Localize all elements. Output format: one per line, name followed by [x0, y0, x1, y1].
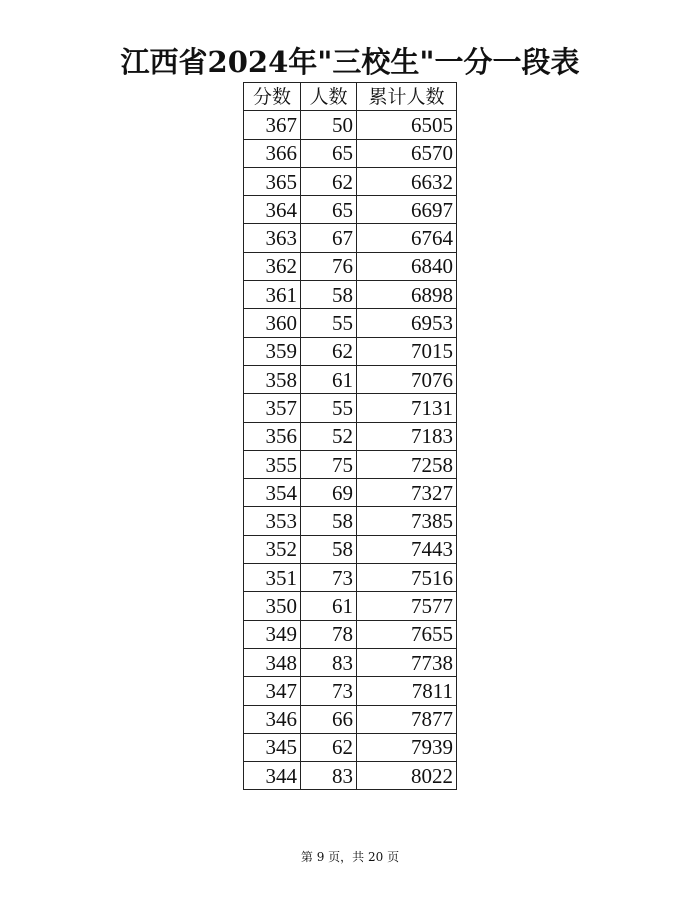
cell-count: 73 [301, 677, 357, 705]
cell-cumulative: 7327 [357, 479, 457, 507]
table-row [244, 111, 457, 139]
cell-score: 350 [244, 592, 301, 620]
cell-score: 360 [244, 309, 301, 337]
cell-score: 354 [244, 479, 301, 507]
table-row [244, 167, 457, 195]
table-row [244, 535, 457, 563]
table-row [244, 677, 457, 705]
cell-cumulative: 6632 [357, 167, 457, 195]
cell-cumulative: 6898 [357, 281, 457, 309]
cell-count: 78 [301, 620, 357, 648]
cell-cumulative: 7738 [357, 648, 457, 676]
cell-count: 69 [301, 479, 357, 507]
table-row [244, 733, 457, 761]
table-row [244, 422, 457, 450]
header-score: 分数 [244, 83, 301, 111]
table-row [244, 309, 457, 337]
cell-cumulative: 7811 [357, 677, 457, 705]
cell-cumulative: 6505 [357, 111, 457, 139]
cell-cumulative: 7258 [357, 450, 457, 478]
table-row [244, 507, 457, 535]
cell-count: 55 [301, 394, 357, 422]
cell-score: 363 [244, 224, 301, 252]
cell-score: 348 [244, 648, 301, 676]
cell-cumulative: 7877 [357, 705, 457, 733]
cell-cumulative: 6953 [357, 309, 457, 337]
cell-count: 73 [301, 564, 357, 592]
cell-score: 359 [244, 337, 301, 365]
cell-count: 62 [301, 167, 357, 195]
cell-count: 55 [301, 309, 357, 337]
cell-score: 352 [244, 535, 301, 563]
cell-score: 344 [244, 762, 301, 790]
cell-count: 83 [301, 648, 357, 676]
table-row [244, 450, 457, 478]
cell-cumulative: 7076 [357, 365, 457, 393]
table-row [244, 394, 457, 422]
cell-count: 61 [301, 592, 357, 620]
page-footer: 第 9 页，共 20 页 [300, 850, 400, 864]
table-header-row [244, 83, 457, 111]
cell-score: 355 [244, 450, 301, 478]
cell-cumulative: 7939 [357, 733, 457, 761]
cell-count: 58 [301, 281, 357, 309]
header-count: 人数 [301, 83, 357, 111]
cell-score: 351 [244, 564, 301, 592]
cell-count: 62 [301, 337, 357, 365]
cell-count: 76 [301, 252, 357, 280]
cell-count: 61 [301, 365, 357, 393]
cell-cumulative: 6570 [357, 139, 457, 167]
cell-count: 83 [301, 762, 357, 790]
cell-score: 362 [244, 252, 301, 280]
cell-count: 50 [301, 111, 357, 139]
cell-score: 365 [244, 167, 301, 195]
table-row [244, 762, 457, 790]
cell-score: 346 [244, 705, 301, 733]
cell-score: 366 [244, 139, 301, 167]
table-row [244, 196, 457, 224]
table-row [244, 365, 457, 393]
table-row [244, 479, 457, 507]
table-row [244, 337, 457, 365]
table-row [244, 252, 457, 280]
table-row [244, 281, 457, 309]
cell-count: 62 [301, 733, 357, 761]
cell-score: 367 [244, 111, 301, 139]
page-title: 江西省2024年"三校生"一分一段表 [120, 45, 580, 79]
cell-score: 353 [244, 507, 301, 535]
cell-count: 75 [301, 450, 357, 478]
header-cumulative: 累计人数 [357, 83, 457, 111]
cell-cumulative: 7015 [357, 337, 457, 365]
cell-cumulative: 7183 [357, 422, 457, 450]
cell-score: 356 [244, 422, 301, 450]
cell-count: 67 [301, 224, 357, 252]
cell-cumulative: 6764 [357, 224, 457, 252]
cell-score: 347 [244, 677, 301, 705]
table-row [244, 648, 457, 676]
cell-cumulative: 6840 [357, 252, 457, 280]
table-row [244, 139, 457, 167]
cell-count: 65 [301, 139, 357, 167]
cell-cumulative: 7516 [357, 564, 457, 592]
cell-count: 58 [301, 535, 357, 563]
cell-count: 66 [301, 705, 357, 733]
cell-score: 361 [244, 281, 301, 309]
table-row [244, 620, 457, 648]
cell-cumulative: 7655 [357, 620, 457, 648]
cell-count: 58 [301, 507, 357, 535]
cell-cumulative: 6697 [357, 196, 457, 224]
table-row [244, 592, 457, 620]
table-row [244, 705, 457, 733]
cell-score: 358 [244, 365, 301, 393]
cell-score: 357 [244, 394, 301, 422]
cell-score: 345 [244, 733, 301, 761]
table-row [244, 224, 457, 252]
cell-cumulative: 7577 [357, 592, 457, 620]
cell-score: 364 [244, 196, 301, 224]
table-row [244, 564, 457, 592]
cell-cumulative: 7443 [357, 535, 457, 563]
cell-count: 52 [301, 422, 357, 450]
score-distribution-table [243, 82, 457, 790]
table-body [244, 111, 457, 790]
cell-score: 349 [244, 620, 301, 648]
cell-cumulative: 7385 [357, 507, 457, 535]
cell-cumulative: 7131 [357, 394, 457, 422]
cell-count: 65 [301, 196, 357, 224]
cell-cumulative: 8022 [357, 762, 457, 790]
